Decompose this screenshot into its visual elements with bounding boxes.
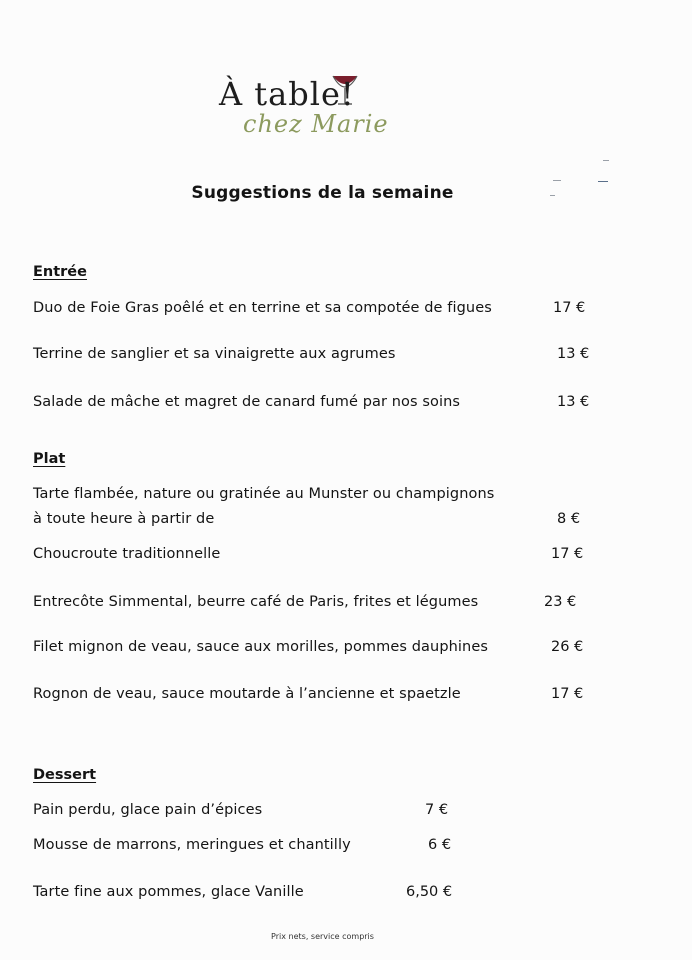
- menu-item-name: Duo de Foie Gras poêlé et en terrine et sa compotée de figues: [33, 300, 492, 316]
- footer-note: Prix nets, service compris: [271, 932, 374, 941]
- restaurant-logo: [205, 70, 445, 160]
- menu-item-name: Mousse de marrons, meringues et chantilly: [33, 837, 351, 853]
- menu-item-name: Rognon de veau, sauce moutarde à l’ancienne et spaetzle: [33, 686, 461, 702]
- menu-item-name: Filet mignon de veau, sauce aux morilles, pommes dauphines: [33, 639, 489, 655]
- logo-name: À table!: [219, 75, 355, 113]
- menu-item-price: 13 €: [557, 394, 590, 410]
- scan-speck: [603, 160, 609, 161]
- menu-item-name: Salade de mâche et magret de canard fumé par nos soins: [33, 394, 461, 410]
- scan-speck: [550, 195, 555, 196]
- menu-item-name: Entrecôte Simmental, beurre café de Paris, frites et légumes: [33, 594, 479, 610]
- menu-item-name: Tarte flambée, nature ou gratinée au Munster ou champignons: [33, 486, 495, 502]
- section-heading-dessert: Dessert: [33, 767, 97, 783]
- menu-item-price: 17 €: [551, 546, 584, 562]
- menu-item-price: 6,50 €: [406, 884, 453, 900]
- scan-speck: [553, 180, 561, 181]
- menu-item-price: 8 €: [557, 511, 581, 527]
- menu-item-name: Pain perdu, glace pain d’épices: [33, 802, 263, 818]
- menu-item-price: 17 €: [553, 300, 586, 316]
- page-title: Suggestions de la semaine: [191, 183, 454, 203]
- menu-item-price: 23 €: [544, 594, 577, 610]
- menu-item-price: 6 €: [428, 837, 452, 853]
- section-heading-plat: Plat: [33, 451, 66, 467]
- logo-subtitle: chez Marie: [243, 110, 389, 138]
- menu-item-price: 17 €: [551, 686, 584, 702]
- section-heading-entree: Entrée: [33, 264, 87, 280]
- menu-item-name: Terrine de sanglier et sa vinaigrette aux agrumes: [33, 346, 396, 362]
- menu-item-name-line2: à toute heure à partir de: [33, 511, 215, 527]
- menu-item-name: Tarte fine aux pommes, glace Vanille: [33, 884, 304, 900]
- menu-item-price: 7 €: [425, 802, 449, 818]
- menu-item-name: Choucroute traditionnelle: [33, 546, 221, 562]
- scan-speck: [598, 181, 608, 182]
- menu-item-price: 13 €: [557, 346, 590, 362]
- menu-item-price: 26 €: [551, 639, 584, 655]
